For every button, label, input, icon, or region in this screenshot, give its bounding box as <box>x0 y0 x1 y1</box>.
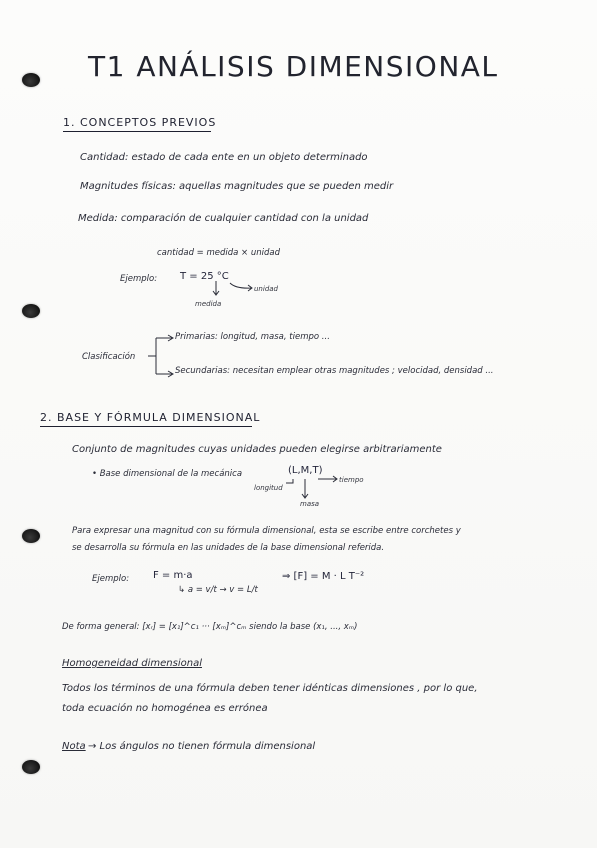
ejemplo2-force: F = m·a <box>153 570 193 581</box>
ejemplo-expression: T = 25 °C <box>180 271 229 282</box>
homogeneidad-line-1: Todos los términos de una fórmula deben tener idénticas dimensiones , por lo que, <box>62 683 478 694</box>
base-dimensional-bullet: • Base dimensional de la mecánica <box>92 469 243 479</box>
expresar-line-2: se desarrolla su fórmula en las unidades de la base dimensional referida. <box>72 543 385 553</box>
primarias-item: Primarias: longitud, masa, tiempo ... <box>175 332 330 342</box>
ejemplo2-acceleration: ↳ a = v/t → v = L/t <box>178 585 258 595</box>
ejemplo-unidad-label: unidad <box>254 285 278 293</box>
longitud-arrow-icon <box>286 479 293 483</box>
magnitudes-definition: Magnitudes físicas: aquellas magnitudes que se pueden medir <box>80 181 394 192</box>
conjunto-definition: Conjunto de magnitudes cuyas unidades pueden elegirse arbitrariamente <box>72 444 442 455</box>
tiempo-label: tiempo <box>339 476 364 484</box>
section-1-heading: 1. CONCEPTOS PREVIOS <box>63 116 217 129</box>
homogeneidad-heading: Homogeneidad dimensional <box>62 658 202 669</box>
expresar-line-1: Para expresar una magnitud con su fórmula dimensional, esta se escribe entre corchetes y <box>72 526 461 536</box>
longitud-label: longitud <box>254 484 283 492</box>
ejemplo2-result: ⇒ [F] = M · L T⁻² <box>282 571 365 582</box>
secundarias-item: Secundarias: necesitan emplear otras magnitudes ; velocidad, densidad ... <box>175 366 494 376</box>
medida-definition: Medida: comparación de cualquier cantidad con la unidad <box>78 213 369 224</box>
base-set: (L,M,T) <box>288 465 323 476</box>
cantidad-definition: Cantidad: estado de cada ente en un objeto determinado <box>80 152 368 163</box>
ejemplo-label: Ejemplo: <box>120 274 158 284</box>
ejemplo-medida-label: medida <box>195 300 222 308</box>
clasificacion-brace <box>148 338 172 374</box>
unidad-arrow-icon <box>230 283 252 291</box>
cantidad-formula: cantidad = medida × unidad <box>157 248 281 258</box>
section-2-heading: 2. BASE Y FÓRMULA DIMENSIONAL <box>40 411 261 424</box>
page-title: T1 ANÁLISIS DIMENSIONAL <box>88 50 499 83</box>
forma-general: De forma general: [xᵣ] = [x₁]^c₁ ··· [xₘ]^cₘ siendo la base (x₁, ..., xₘ) <box>62 622 358 632</box>
masa-arrow-icon <box>302 479 308 498</box>
clasificacion-label: Clasificación <box>82 352 136 362</box>
nota-text: → Los ángulos no tienen fórmula dimensional <box>88 741 316 752</box>
medida-arrow-icon <box>213 281 219 295</box>
nota-label: Nota <box>62 741 86 752</box>
ejemplo2-label: Ejemplo: <box>92 574 130 584</box>
tiempo-arrow-icon <box>318 476 337 482</box>
masa-label: masa <box>300 500 320 508</box>
homogeneidad-line-2: toda ecuación no homogénea es errónea <box>62 703 268 714</box>
